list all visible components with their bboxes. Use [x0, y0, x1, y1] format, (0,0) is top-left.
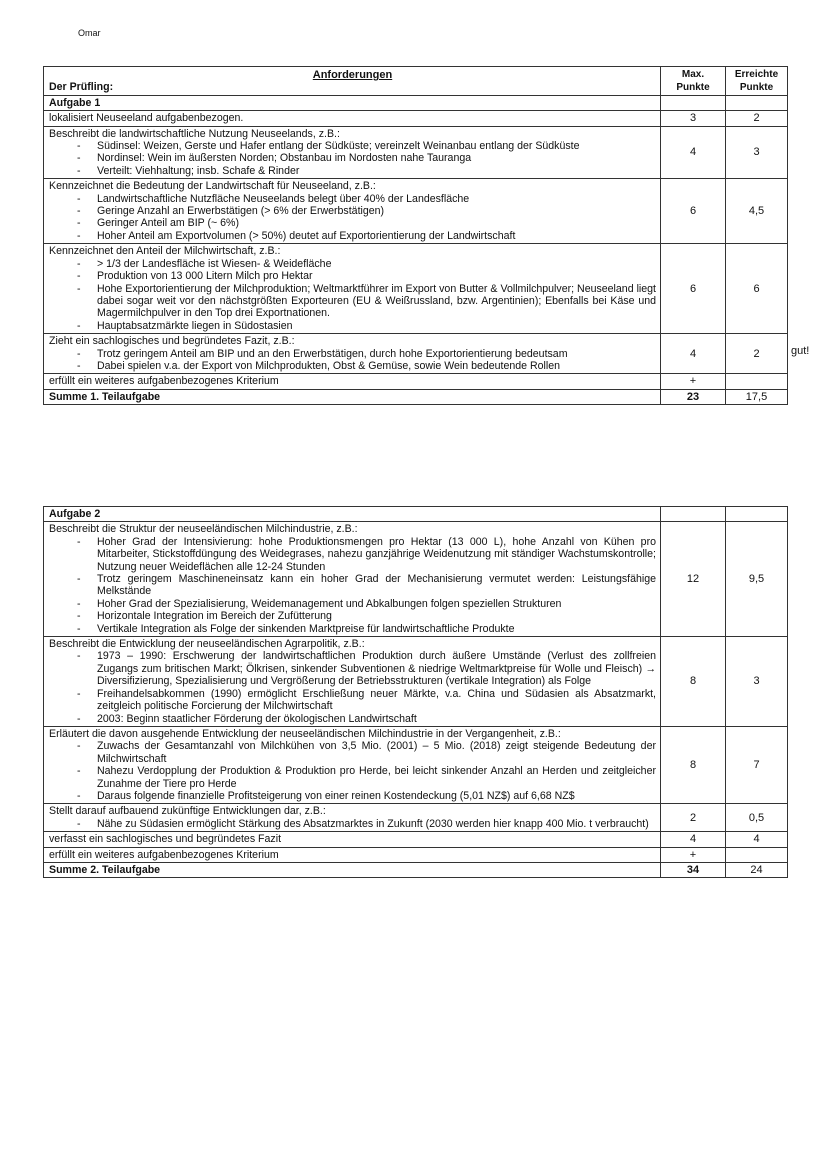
- criterion-cell: [44, 804, 661, 832]
- criterion-cell: [44, 832, 661, 847]
- empty-cell: [726, 507, 788, 522]
- task-title: Aufgabe 1: [44, 95, 661, 110]
- criterion-bullets: [49, 140, 656, 177]
- criterion-row: [44, 637, 788, 727]
- criterion-bullet: - Landwirtschaftliche Nutzfläche Neuseelands belegt über 40% der Landesfläche: [49, 193, 656, 205]
- reached-points: 4: [726, 832, 788, 847]
- task2-rows: [44, 522, 788, 863]
- criterion-bullet: - Hoher Anteil am Exportvolumen (> 50%) deutet auf Exportorientierung der Landwirtschaft: [49, 230, 656, 242]
- criterion-bullet: - Nahezu Verdopplung der Produktion & Produktion pro Herde, bei leicht sinkender Anzahl an Herden und zeitgleicher Zunahme der Tiere pro Herde: [49, 765, 656, 790]
- empty-cell: [661, 507, 726, 522]
- criterion-text: erfüllt ein weiteres aufgabenbezogenes Kriterium: [49, 375, 279, 388]
- criterion-cell: [44, 179, 661, 244]
- criterion-bullet: - Zuwachs der Gesamtanzahl von Milchkühen von 3,5 Mio. (2001) – 5 Mio. (2018) zeigt steigende Bedeutung der Milchwirtschaft: [49, 740, 656, 765]
- subject-label: Der Prüfling:: [49, 81, 114, 94]
- criterion-bullet: - Geringer Anteil am BIP (~ 6%): [49, 217, 656, 229]
- criterion-bullets: [49, 536, 656, 635]
- grading-table-task2: [43, 506, 788, 878]
- criterion-cell: [44, 334, 661, 374]
- empty-cell: [661, 95, 726, 110]
- criterion-text: lokalisiert Neuseeland aufgabenbezogen.: [49, 112, 244, 125]
- criterion-text: Stellt darauf aufbauend zukünftige Entwicklungen dar, z.B.:: [49, 805, 326, 818]
- criterion-bullet: - Hoher Grad der Intensivierung: hohe Produktionsmengen pro Hektar (13 000 L), hohe Anzahl von Kühen pro Mitarbeiter, Stickstoffdüngung des Weidegrases, nahezu ganzjährige Weidenutzung mit ständiger Wachstumskontrolle; Nutzung neuer Weideflächen alle 12-24 Stunden: [49, 536, 656, 573]
- max-points: 4: [661, 832, 726, 847]
- sum-label: Summe 1. Teilaufgabe: [44, 389, 661, 404]
- criterion-cell: [44, 726, 661, 803]
- max-points: 2: [661, 804, 726, 832]
- criterion-bullets: [49, 348, 656, 373]
- margin-note: gut!: [791, 345, 810, 357]
- criterion-cell: [44, 111, 661, 126]
- criterion-row: [44, 726, 788, 803]
- criterion-row: [44, 522, 788, 637]
- criterion-bullet: - Hohe Exportorientierung der Milchproduktion; Weltmarktführer im Export von Butter & Vollmilchpulver; Neuseeland liegt dabei sogar weit vor den nächstgrößten Exporteuren (EU & Weißrussland, bzw. Argentinien); Ebenfalls bei Käse und Magermilchpulver in den Top drei Exportnationen.: [49, 283, 656, 320]
- sum-max: 23: [661, 389, 726, 404]
- header-row: [44, 67, 788, 96]
- criterion-bullets: [49, 818, 656, 830]
- max-points: 8: [661, 637, 726, 727]
- criterion-bullet: - Nähe zu Südasien ermöglicht Stärkung des Absatzmarktes in Zukunft (2030 werden hier knapp 400 Mio. t verbraucht): [49, 818, 656, 830]
- criterion-row: [44, 374, 788, 389]
- criterion-bullet: - Daraus folgende finanzielle Profitsteigerung von einer reinen Kostendeckung (5,01 NZ$) auf 6,68 NZ$: [49, 790, 656, 802]
- criterion-row: [44, 179, 788, 244]
- reached-points: 2: [726, 111, 788, 126]
- criterion-bullet: - 2003: Beginn staatlicher Förderung der ökologischen Landwirtschaft: [49, 713, 656, 725]
- criterion-row: [44, 334, 788, 374]
- criterion-text: Kennzeichnet die Bedeutung der Landwirtschaft für Neuseeland, z.B.:: [49, 180, 376, 193]
- criterion-text: erfüllt ein weiteres aufgabenbezogenes Kriterium: [49, 848, 279, 861]
- reached-points: [726, 374, 788, 389]
- reached-points: 3: [726, 126, 788, 179]
- sum-reached: 17,5: [726, 389, 788, 404]
- criterion-bullet: - Hoher Grad der Spezialisierung, Weidemanagement und Abkalbungen folgen speziellen Strukturen: [49, 598, 656, 610]
- criterion-row: [44, 244, 788, 334]
- max-label-1: Max.: [681, 68, 705, 80]
- reached-points: 6: [726, 244, 788, 334]
- header-cell: [44, 67, 661, 96]
- task-title-row: [44, 507, 788, 522]
- criterion-text: Beschreibt die Entwicklung der neuseeländischen Agrarpolitik, z.B.:: [49, 638, 365, 651]
- grading-table-task1: [43, 66, 788, 405]
- reached-points: 9,5: [726, 522, 788, 637]
- criterion-bullet: - Produktion von 13 000 Litern Milch pro Hektar: [49, 270, 656, 282]
- max-label-2: Punkte: [676, 81, 710, 93]
- reached-points: [726, 847, 788, 862]
- criterion-text: Zieht ein sachlogisches und begründetes Fazit, z.B.:: [49, 335, 295, 348]
- criterion-bullet: - Freihandelsabkommen (1990) ermöglicht Erschließung neuer Märkte, v.a. China und Südasien als Absatzmarkt, zeitgleich politische Forcierung der Milchwirtschaft: [49, 688, 656, 713]
- sum-reached: 24: [726, 862, 788, 877]
- task-title: Aufgabe 2: [44, 507, 661, 522]
- max-points: +: [661, 374, 726, 389]
- criterion-row: [44, 847, 788, 862]
- sum-label: Summe 2. Teilaufgabe: [44, 862, 661, 877]
- reached-points: 2: [726, 334, 788, 374]
- criterion-bullets: [49, 258, 656, 332]
- criterion-cell: [44, 244, 661, 334]
- max-points: 12: [661, 522, 726, 637]
- criterion-bullet: - Geringe Anzahl an Erwerbstätigen (> 6% der Erwerbstätigen): [49, 205, 656, 217]
- criterion-text: Erläutert die davon ausgehende Entwicklung der neuseeländischen Milchindustrie in der Vergangenheit, z.B.:: [49, 727, 561, 740]
- max-points-header: [661, 67, 726, 96]
- criterion-bullets: [49, 193, 656, 243]
- max-points: 4: [661, 334, 726, 374]
- task-title-row: [44, 95, 788, 110]
- criterion-text: Kennzeichnet den Anteil der Milchwirtschaft, z.B.:: [49, 245, 281, 258]
- criterion-cell: [44, 374, 661, 389]
- criterion-bullet: - Vertikale Integration als Folge der sinkenden Marktpreise für landwirtschaftliche Produkte: [49, 623, 656, 635]
- max-points: 3: [661, 111, 726, 126]
- criterion-bullet: - Südinsel: Weizen, Gerste und Hafer entlang der Südküste; vereinzelt Weinanbau entlang der Südküste: [49, 140, 656, 152]
- criterion-bullet: - Trotz geringem Maschineneinsatz kann ein hoher Grad der Mechanisierung vermutet werden: Leistungsfähige Melkstände: [49, 573, 656, 598]
- criterion-bullet: - Dabei spielen v.a. der Export von Milchprodukten, Obst & Gemüse, sowie Wein bedeutende Rollen: [49, 360, 656, 372]
- student-name: Omar: [78, 28, 101, 38]
- criterion-cell: [44, 847, 661, 862]
- sum-max: 34: [661, 862, 726, 877]
- task1-rows: [44, 111, 788, 390]
- criterion-bullet: - 1973 – 1990: Erschwerung der landwirtschaftlichen Produktion durch äußere Umstände (Verlust des zollfreien Zugangs zum britischen Markt; Ölkrisen, sinkender Subventionen & niedrige Weltmarktpreise für Wolle und Fleisch) → Diversifizierung, Spezialisierung und Vergrößerung der Betriebsstrukturen (vertikale Integration) als Folge: [49, 650, 656, 687]
- sum-row: [44, 862, 788, 877]
- criterion-row: [44, 111, 788, 126]
- criterion-cell: [44, 126, 661, 179]
- reached-points: 4,5: [726, 179, 788, 244]
- max-points: 6: [661, 244, 726, 334]
- criterion-text: verfasst ein sachlogisches und begründetes Fazit: [49, 833, 282, 846]
- reached-points: 0,5: [726, 804, 788, 832]
- max-points: 4: [661, 126, 726, 179]
- criterion-bullets: [49, 650, 656, 724]
- criterion-text: Beschreibt die Struktur der neuseeländischen Milchindustrie, z.B.:: [49, 523, 358, 536]
- criterion-row: [44, 832, 788, 847]
- criterion-cell: [44, 637, 661, 727]
- criterion-text: Beschreibt die landwirtschaftliche Nutzung Neuseelands, z.B.:: [49, 127, 340, 140]
- reached-label-1: Erreichte: [734, 68, 779, 80]
- reached-points: 3: [726, 637, 788, 727]
- criterion-cell: [44, 522, 661, 637]
- reached-points-header: [726, 67, 788, 96]
- criterion-row: [44, 804, 788, 832]
- max-points: 8: [661, 726, 726, 803]
- criterion-bullet: - Hauptabsatzmärkte liegen in Südostasien: [49, 320, 656, 332]
- sum-row: [44, 389, 788, 404]
- requirements-title: Anforderungen: [312, 69, 393, 81]
- criterion-bullet: - Trotz geringem Anteil am BIP und an den Erwerbstätigen, durch hohe Exportorientierung bedeutsam: [49, 348, 656, 360]
- criterion-bullets: [49, 740, 656, 802]
- empty-cell: [726, 95, 788, 110]
- criterion-bullet: - Horizontale Integration im Bereich der Zufütterung: [49, 610, 656, 622]
- max-points: 6: [661, 179, 726, 244]
- criterion-row: [44, 126, 788, 179]
- criterion-bullet: - Verteilt: Viehhaltung; insb. Schafe & Rinder: [49, 165, 656, 177]
- reached-points: 7: [726, 726, 788, 803]
- max-points: +: [661, 847, 726, 862]
- criterion-bullet: - > 1/3 der Landesfläche ist Wiesen- & Weidefläche: [49, 258, 656, 270]
- criterion-bullet: - Nordinsel: Wein im äußersten Norden; Obstanbau im Nordosten nahe Tauranga: [49, 152, 656, 164]
- reached-label-2: Punkte: [739, 81, 774, 93]
